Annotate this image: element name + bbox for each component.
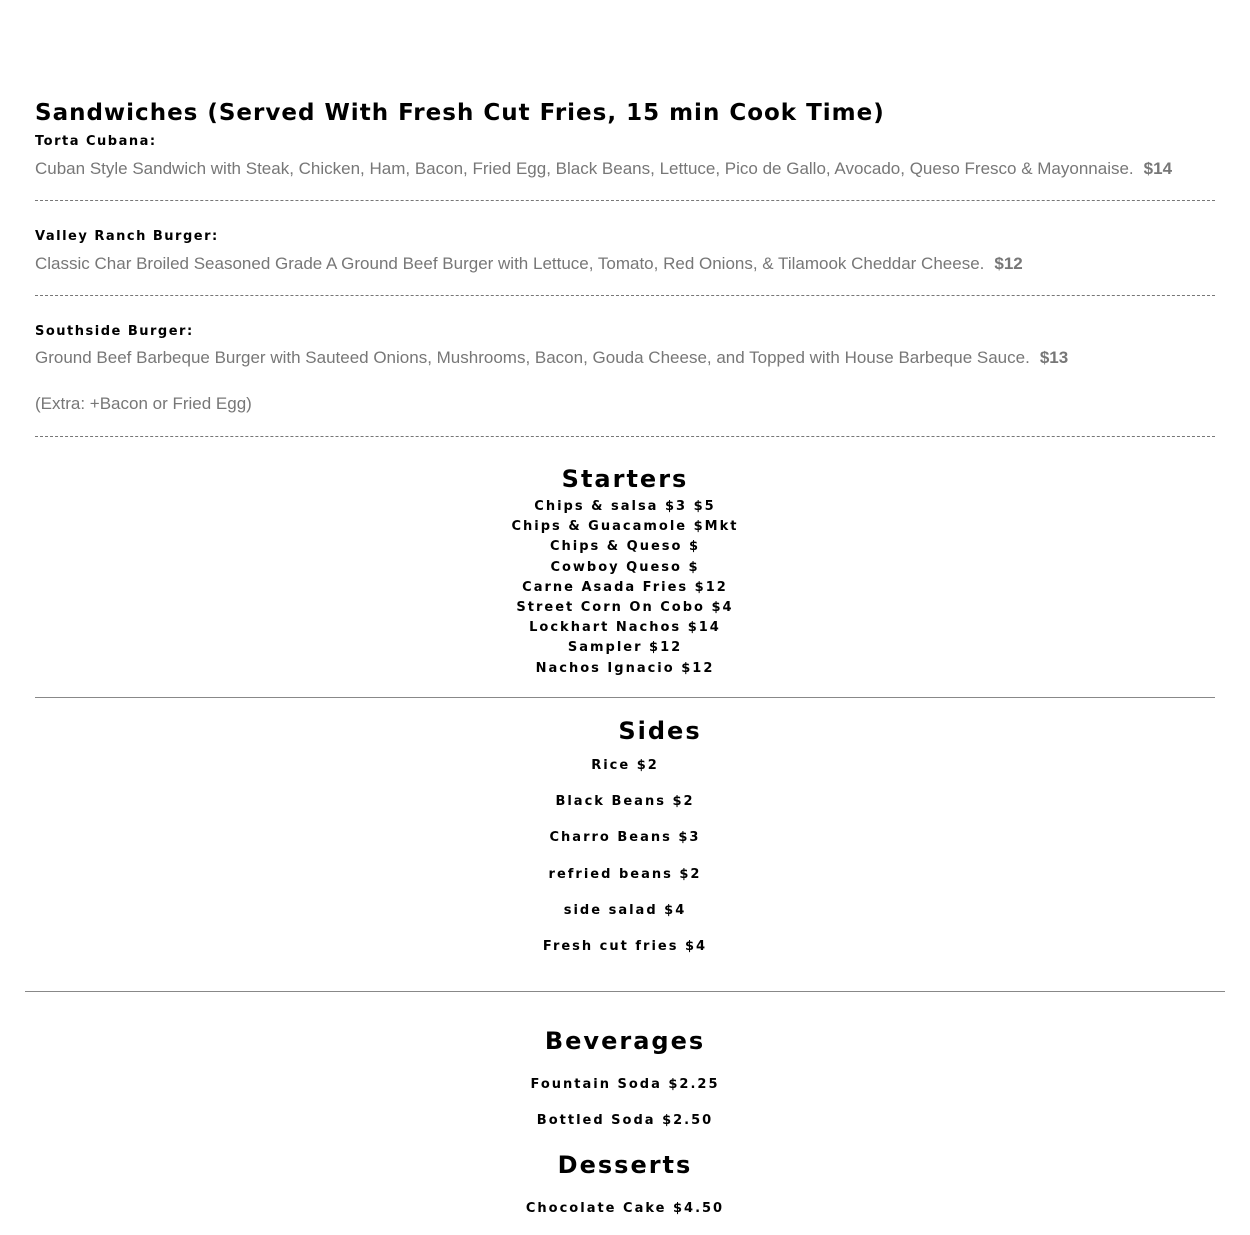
item-price: $14 <box>1143 159 1173 178</box>
dashed-divider <box>35 436 1215 437</box>
section-divider <box>35 697 1215 698</box>
description-text: Classic Char Broiled Seasoned Grade A Ground Beef Burger with Lettuce, Tomato, Red Onions, & Tilamook Cheddar Cheese. <box>35 254 985 273</box>
beverages-list <box>0 1075 1250 1147</box>
list-item: Chips & Queso $ <box>549 539 701 555</box>
sides-list <box>0 756 1250 973</box>
menu-item-name: Valley Ranch Burger: <box>35 229 219 244</box>
item-price: $12 <box>994 254 1023 273</box>
menu-item-name: Torta Cubana: <box>35 134 157 149</box>
section-divider <box>25 991 1225 992</box>
description-text: Ground Beef Barbeque Burger with Sauteed Onions, Mushrooms, Bacon, Gouda Cheese, and Topped with House Barbeque Sauce. <box>35 348 1030 367</box>
beverages-heading: Beverages <box>544 1027 706 1055</box>
sides-heading: Sides <box>618 717 702 745</box>
list-item: Lockhart Nachos $14 <box>529 620 721 636</box>
menu-item-description <box>35 159 1172 179</box>
list-item: Black Beans $2 <box>555 794 695 810</box>
starters-list <box>0 497 1250 679</box>
list-item: Chips & salsa $3 $5 <box>534 499 716 514</box>
list-item: Charro Beans $3 <box>549 830 701 846</box>
desserts-list <box>0 1199 1250 1235</box>
desserts-heading: Desserts <box>557 1151 693 1179</box>
list-item: Nachos Ignacio $12 <box>535 660 715 676</box>
starters-heading: Starters <box>561 465 689 493</box>
list-item: Rice $2 <box>591 758 659 773</box>
menu-item-description <box>35 348 1068 368</box>
list-item: refried beans $2 <box>548 866 702 882</box>
list-item: Chocolate Cake $4.50 <box>525 1201 725 1216</box>
list-item: Street Corn On Cobo $4 <box>516 599 734 615</box>
menu-item-description <box>35 254 1023 274</box>
list-item: Fresh cut fries $4 <box>542 938 708 954</box>
item-price: $13 <box>1039 348 1069 367</box>
sandwiches-heading: Sandwiches (Served With Fresh Cut Fries, 15 min Cook Time) <box>35 100 885 126</box>
description-text: Cuban Style Sandwich with Steak, Chicken, Ham, Bacon, Fried Egg, Black Beans, Lettuce, Pico de Gallo, Avocado, Queso Fresco & Mayonnaise. <box>35 159 1134 178</box>
list-item: Bottled Soda $2.50 <box>536 1113 714 1128</box>
list-item: side salad $4 <box>563 902 687 918</box>
list-item: Cowboy Queso $ <box>550 559 700 575</box>
menu-item-extra: (Extra: +Bacon or Fried Egg) <box>35 394 252 413</box>
list-item: Sampler $12 <box>567 640 683 656</box>
list-item: Fountain Soda $2.25 <box>530 1077 720 1092</box>
menu-item-name: Southside Burger: <box>35 324 194 339</box>
dashed-divider <box>35 295 1215 296</box>
list-item: Chips & Guacamole $Mkt <box>511 519 739 535</box>
list-item: Carne Asada Fries $12 <box>522 579 728 595</box>
dashed-divider <box>35 200 1215 201</box>
